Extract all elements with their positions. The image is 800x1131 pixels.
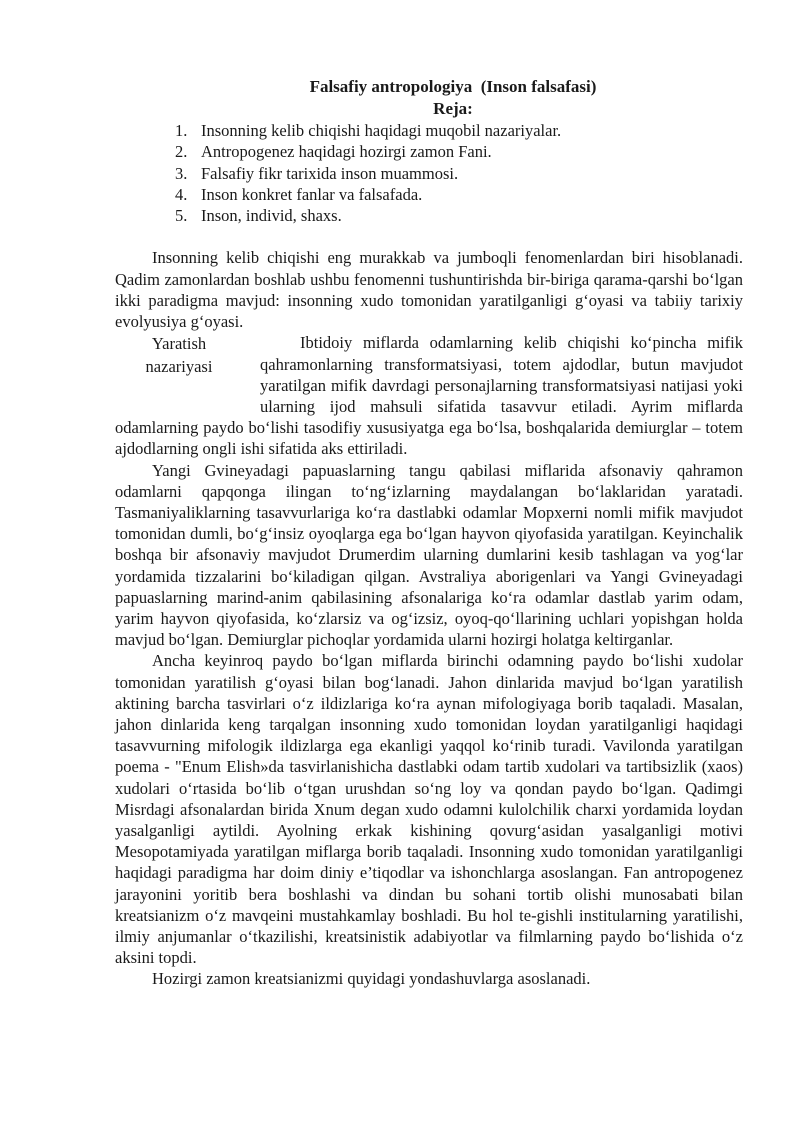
plan-item: 1. Insonning kelib chiqishi haqidagi muqobil nazariyalar.	[175, 121, 562, 140]
paragraph: Ancha keyinroq paydo bo‘lgan miflarda birinchi odamning paydo bo‘lishi xudolar tomonidan yaratilish g‘oyasi bilan bog‘lanadi. Jahon dinlarida mavjud bo‘lgan yaratilish aktining barcha tasvirlari o‘z ildizlariga ko‘ra aynan mifologiyaga borib taqaladi. Masalan, jahon dinlarida keng tarqalgan insonning xudo tomonidan loydan yaratilganligi haqidagi tasavvurning mifologik ildizlarga ega ekanligi yaqqol ko‘rinib turadi. Vavilonda yaratilgan poema - "Enum Elish»da tasvirlanishicha dastlabki odam tartib xudolari va tartibsizlik (xaos) xudolari o‘rtasida bo‘lib o‘tgan urushdan so‘ng loy va qondan paydo bo‘lgan. Qadimgi Misrdagi afsonalardan birida Xnum degan xudo odamni kulolchilik charxi yordamida loydan yasalganligi aytildi. Ayolning erkak kishining qovurg‘asidan yasalganligi motivi Mesopotamiyada yaratilgan miflarga borib taqaladi. Insonning xudo tomonidan yaratilganligi haqidagi paradigma har doim diniy e’tiqodlar va ishonchlarga asoslangan. Fan antropogenez jarayonini yoritib bera boshlashi va dindan bu sohani tortib olishi munosabati bilan kreatsianizm o‘z mavqeini mustahkamlay boshladi. Bu hol te-gishli institularning yaratilishi, ilmiy anjumanlar o‘tkazilishi, kreatsinistik adabiyotlar va filmlarning paydo bo‘lishida o‘z aksini topdi.	[115, 651, 743, 968]
document-title: Falsafiy antropologiya (Inson falsafasi)	[309, 77, 597, 96]
plan-item: 2. Antropogenez haqidagi hozirgi zamon Fani.	[175, 142, 492, 162]
plan-item: 3. Falsafiy fikr tarixida inson muammosi.	[175, 163, 459, 183]
paragraph: Insonning kelib chiqishi eng murakkab va jumboqli fenomenlardan biri hisoblanadi. Qadim zamonlardan boshlab ushbu fenomenni tushuntirishda bir-biriga qarama-qarshi bo‘lgan ikki paradigma mavjud: insonning xudo tomonidan yaratilganligi g‘oyasi va tabiiy tarixiy evolyusiya g‘oyasi.	[115, 248, 743, 332]
paragraph: Ibtidoiy miflarda odamlarning kelib chiqishi ko‘pincha mifik qahramonlarning transformatsiyasi, totem ajdodlar, butun mavjudot yaratilgan mifik davrdagi personajlarning transformatsiyasi natijasi yoki ularning ijod mahsuli sifatida tasavvur etiladi. Ayrim miflarda odamlarning paydo bo‘lishi tasodifiy xususiyatga ega bo‘lsa, boshqalarida demiurglar – totem ajdodlarning ongli ishi sifatida aks ettiriladi.	[115, 333, 743, 459]
plan-heading: Reja:	[433, 99, 473, 118]
side-note-line: Yaratish	[151, 334, 207, 354]
side-note-line: nazariyasi	[145, 357, 213, 377]
plan-list	[175, 120, 800, 226]
paragraph: Hozirgi zamon kreatsianizmi quyidagi yondashuvlarga asoslanadi.	[152, 969, 591, 989]
plan-item: 4. Inson konkret fanlar va falsafada.	[175, 184, 423, 204]
side-note	[115, 332, 260, 396]
document-page	[115, 76, 743, 990]
paragraph: Yangi Gvineyadagi papuaslarning tangu qabilasi miflarida afsonaviy qahramon odamlarni qapqonga ilingan to‘ng‘izlarning maydalangan bo‘laklaridan yaratadi. Tasmaniyaliklarning tasavvurlariga ko‘ra dastlabki odamlar Mopxerni nomli mifik mavjudot tomonidan dumli, bo‘g‘insiz oyoqlarga ega bo‘lgan hayvon qiyofasida yaratilgan. Keyinchalik boshqa bir afsonaviy mavjudot Drumerdim ularning dumlarini kesib tashlagan va yog‘lar yordamida tizzalarini bo‘kiladigan qilgan. Avstraliya aborigenlari va Yangi Gvineyadagi papuaslarning marind-anim qabilasining afsonalariga ko‘ra odamlar dastlab yarim odam, yarim hayvon qiyofasida, ko‘zlarsiz va og‘izsiz, oyoq-qo‘llarining uchlari yopishgan holda mavjud bo‘lgan. Demiurglar pichoqlar yordamida ularni hozirgi holatga keltirganlar.	[115, 460, 743, 650]
plan-item: 5. Inson, individ, shaxs.	[175, 206, 342, 226]
